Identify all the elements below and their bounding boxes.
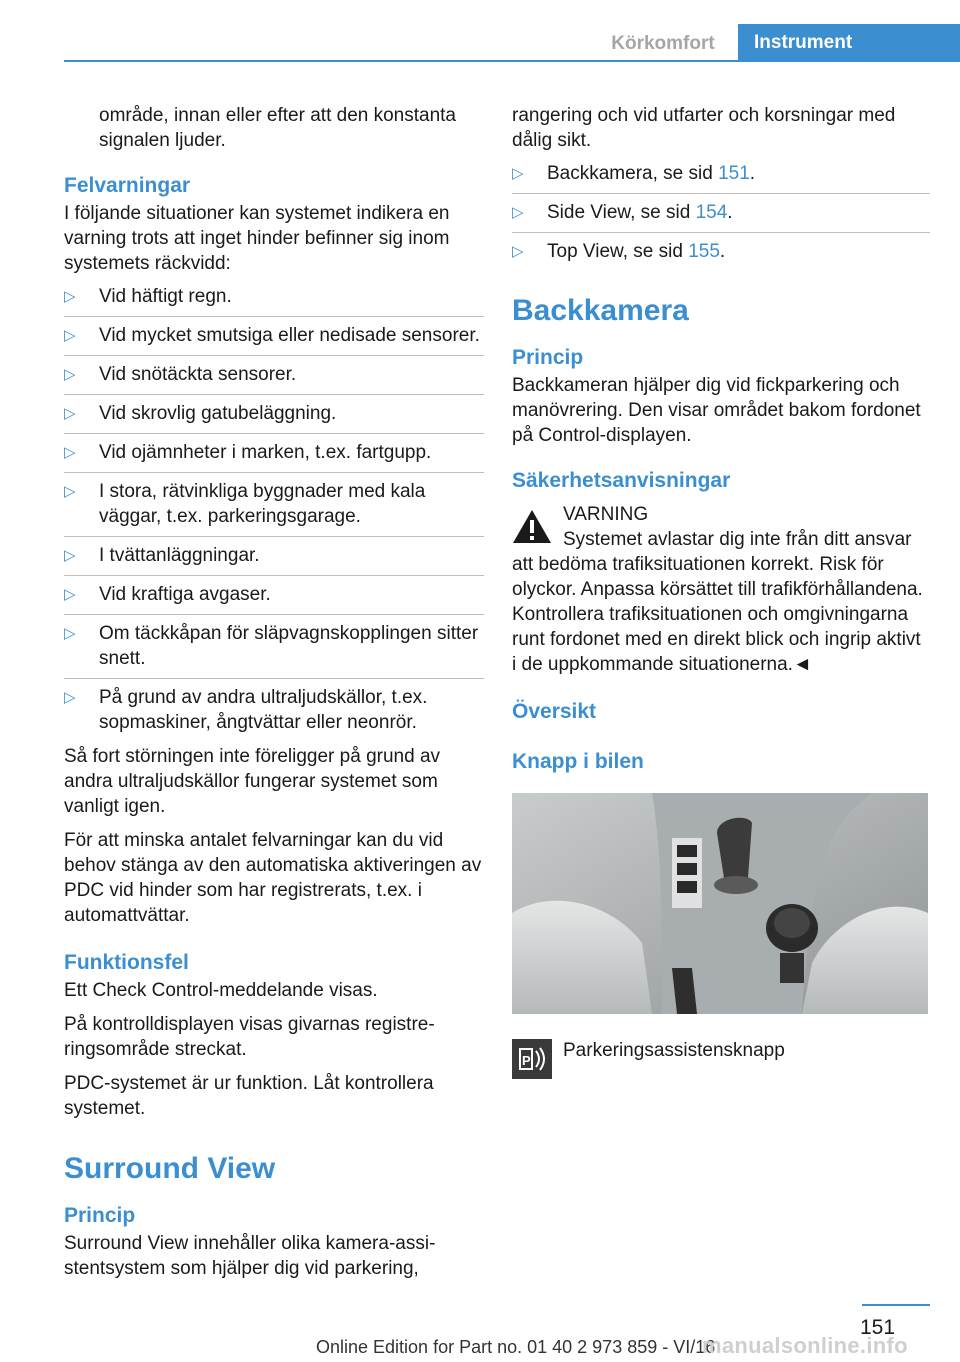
list-item	[64, 433, 484, 472]
felvarningar-text: I följande situationer kan systemet indikera en varning trots att inget hinder befinner sig inom systemets räckvidd:	[64, 203, 450, 274]
surround-princip-text: Surround View innehåller olika kamera-assistentsystem som hjälper dig vid parkering,	[64, 1233, 436, 1279]
surround-princip-heading: Princip	[64, 1204, 136, 1227]
page-link-155[interactable]: 155	[688, 241, 720, 262]
header-rule	[64, 60, 960, 62]
bullet-triangle-icon: ▷	[64, 483, 76, 500]
list-item	[64, 678, 484, 742]
bullet-triangle-icon: ▷	[64, 366, 76, 383]
edition-text: Online Edition for Part no. 01 40 2 973 859 - VI/16	[316, 1337, 716, 1357]
pdc-button-legend	[512, 1039, 930, 1079]
left-intro: område, innan eller efter att den konstanta signalen ljuder.	[99, 105, 457, 151]
knapp-i-bilen-heading: Knapp i bilen	[512, 750, 644, 773]
warning-text: att bedöma trafiksituationen korrekt. Risk för olyckor. Anpassa körsättet till trafikförhållandena. Kontrollera trafiksituationen och omgivningarna runt fordonet med en direkt blick och ingrip aktivt i de uppkommande situationerna.◄	[512, 554, 923, 675]
camera-links-list	[512, 157, 930, 271]
surround-view-heading: Surround View	[64, 1152, 276, 1185]
bullet-triangle-icon: ▷	[512, 204, 524, 221]
header-tab-instrument: Instrument	[738, 24, 960, 62]
bullet-triangle-icon: ▷	[64, 586, 76, 603]
footer-rule	[862, 1304, 930, 1306]
warning-triangle-icon	[512, 508, 552, 544]
warning-label: VARNING	[563, 504, 649, 525]
list-item-text: I tvättanläggningar.	[99, 545, 260, 566]
backkamera-heading: Backkamera	[512, 294, 689, 327]
list-item-text: Top View, se sid 155.	[547, 241, 726, 262]
right-intro: rangering och vid utfarter och korsningar med dålig sikt.	[512, 105, 896, 151]
pdc-button-label: Parkeringsassistensknapp	[563, 1040, 785, 1061]
list-item	[64, 575, 484, 614]
felvarningar-list	[64, 280, 484, 742]
funktionsfel-p1: Ett Check Control-meddelande visas.	[64, 980, 378, 1001]
parking-assist-icon	[512, 1039, 552, 1079]
list-item	[64, 355, 484, 394]
list-item-text: Backkamera, se sid 151.	[547, 163, 756, 184]
bullet-triangle-icon: ▷	[64, 327, 76, 344]
backkamera-princip-text: Backkameran hjälper dig vid fickparkering och manövrering. Den visar området bakom fordonet på Control-displayen.	[512, 375, 921, 446]
left-column	[64, 103, 484, 1290]
list-item-text: På grund av andra ultraljudskällor, t.ex. sopmaskiner, ångtvättar eller neonrör.	[99, 687, 428, 733]
funktionsfel-p3: PDC-systemet är ur funktion. Låt kontrollera systemet.	[64, 1073, 434, 1119]
page-number: 151	[860, 1316, 896, 1339]
bullet-triangle-icon: ▷	[64, 444, 76, 461]
warning-first-line: Systemet avlastar dig inte från ditt ansvar	[563, 529, 912, 550]
list-item	[512, 193, 930, 232]
felvarningar-after-2: För att minska antalet felvarningar kan du vid behov stänga av den automatiska aktiveringen av PDC vid hinder som har registrerats, t.ex. i automattvättar.	[64, 830, 482, 926]
list-item-text: Vid snötäckta sensorer.	[99, 364, 297, 385]
bullet-triangle-icon: ▷	[64, 689, 76, 706]
list-item	[64, 536, 484, 575]
funktionsfel-p2: På kontrolldisplayen visas givarnas registreringsområde streckat.	[64, 1014, 435, 1060]
list-item-text: I stora, rätvinkliga byggnader med kala väggar, t.ex. parkeringsgarage.	[99, 481, 426, 527]
felvarningar-heading: Felvarningar	[64, 174, 191, 197]
list-item	[64, 394, 484, 433]
center-console-photo	[512, 793, 928, 1014]
list-item	[64, 280, 484, 316]
bullet-triangle-icon: ▷	[512, 165, 524, 182]
bullet-triangle-icon: ▷	[64, 625, 76, 642]
list-item-text: Om täckkåpan för släpvagnskopplingen sitter snett.	[99, 623, 479, 669]
list-item-text: Side View, se sid 154.	[547, 202, 733, 223]
warning-block	[512, 502, 930, 677]
header-tab-korkomfort: Körkomfort	[611, 33, 715, 54]
funktionsfel-heading: Funktionsfel	[64, 951, 189, 974]
list-item	[64, 614, 484, 678]
list-item	[512, 232, 930, 271]
bullet-triangle-icon: ▷	[64, 547, 76, 564]
bullet-triangle-icon: ▷	[64, 288, 76, 305]
svg-text:P: P	[522, 1053, 531, 1068]
list-item-text: Vid häftigt regn.	[99, 286, 232, 307]
list-item-text: Vid skrovlig gatubeläggning.	[99, 403, 337, 424]
page-link-154[interactable]: 154	[695, 202, 728, 223]
list-item	[64, 316, 484, 355]
backkamera-princip-heading: Princip	[512, 346, 584, 369]
list-item-text: Vid kraftiga avgaser.	[99, 584, 271, 605]
list-item-text: Vid mycket smutsiga eller nedisade sensorer.	[99, 325, 480, 346]
page-link-151[interactable]: 151	[718, 163, 750, 184]
felvarningar-after-1: Så fort störningen inte föreligger på grund av andra ultraljudskällor fungerar systemet som vanligt igen.	[64, 746, 441, 817]
list-item-text: Vid ojämnheter i marken, t.ex. fartgupp.	[99, 442, 432, 463]
bullet-triangle-icon: ▷	[64, 405, 76, 422]
right-column	[512, 103, 930, 1079]
list-item	[64, 472, 484, 536]
oversikt-heading: Översikt	[512, 700, 597, 723]
list-item	[512, 157, 930, 193]
watermark-logo: manualsonline.info	[702, 1333, 908, 1358]
bullet-triangle-icon: ▷	[512, 243, 524, 260]
sakerhetsanvisningar-heading: Säkerhetsanvisningar	[512, 469, 731, 492]
